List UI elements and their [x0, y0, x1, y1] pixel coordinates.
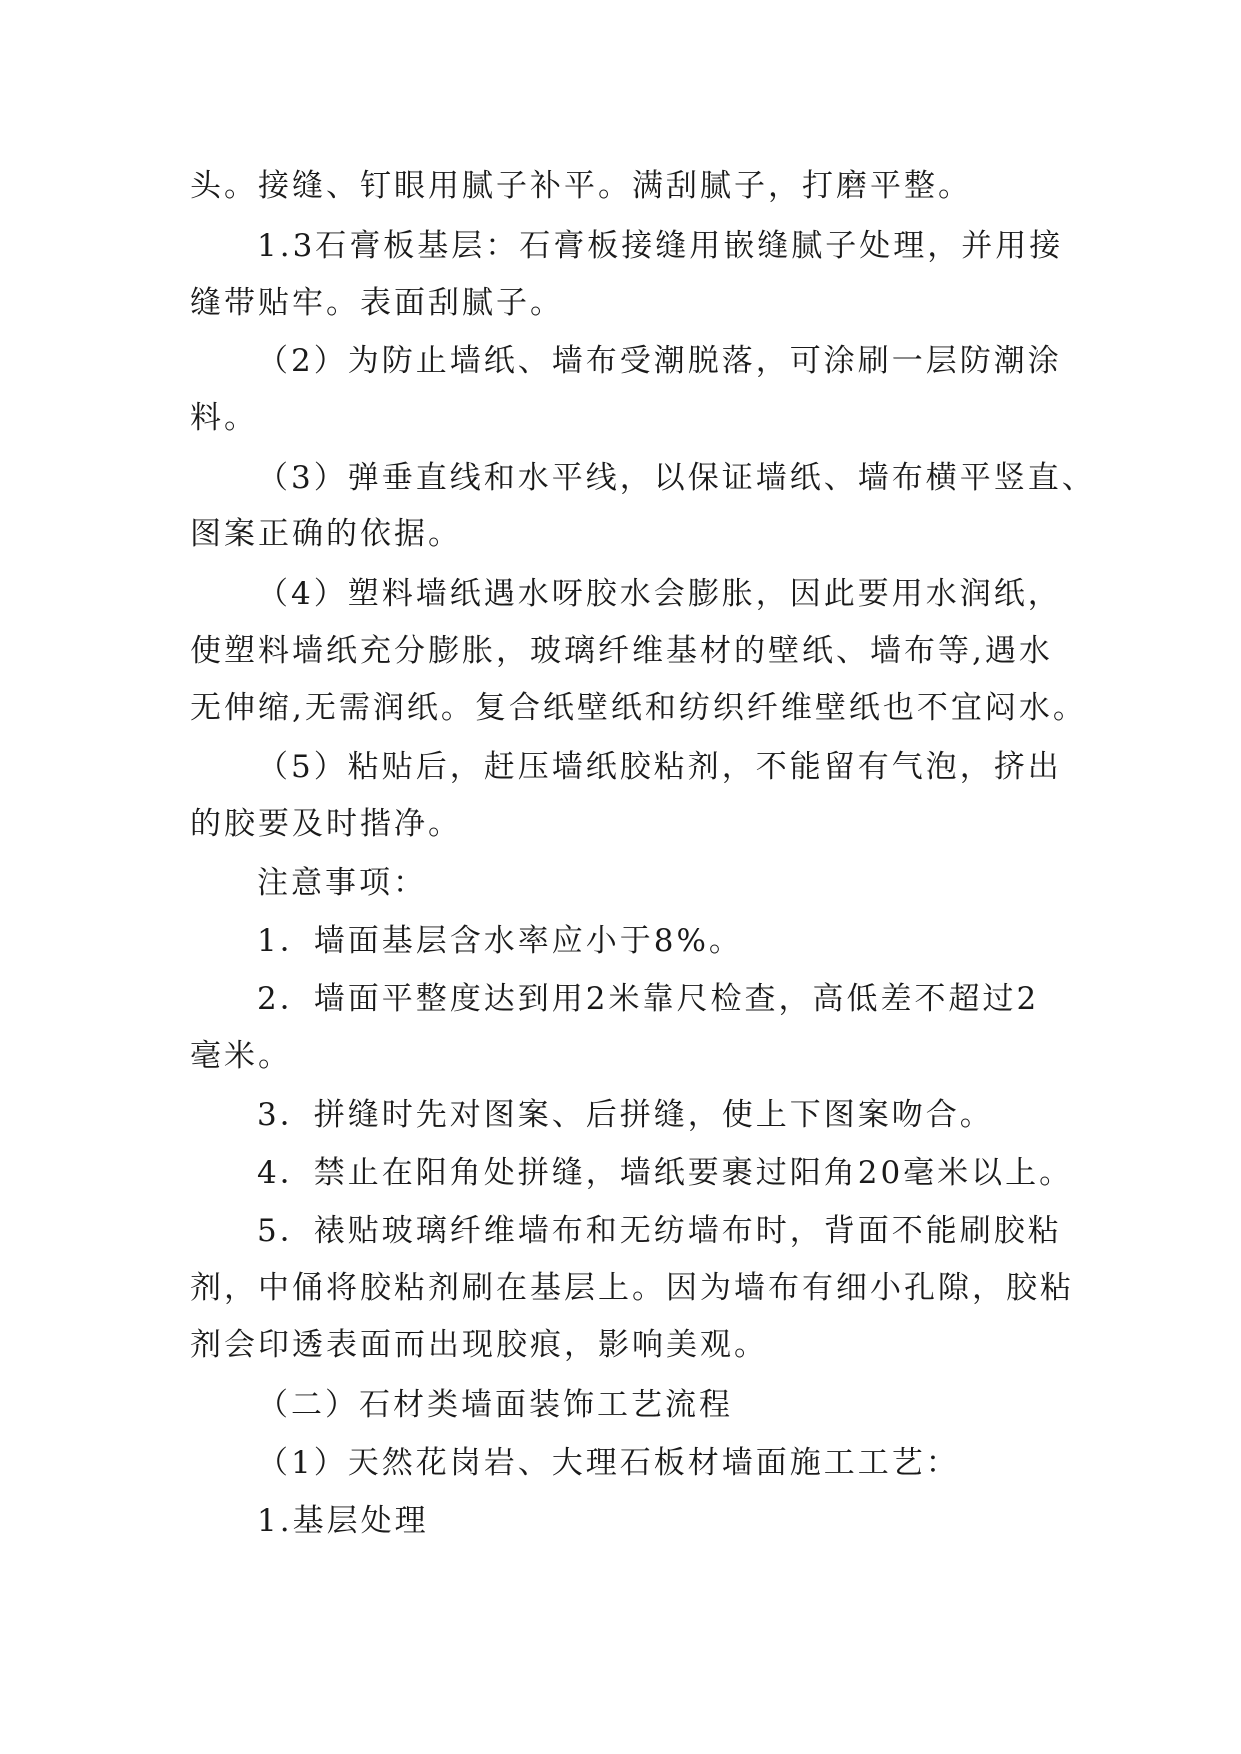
text-line-15: 2．墙面平整度达到用2米靠尺检查，高低差不超过2	[257, 981, 1040, 1017]
text-line-18: 4．禁止在阳角处拼缝，墙纸要裹过阳角20毫米以上。	[257, 1155, 1074, 1191]
text-line-19: 5．裱贴玻璃纤维墙布和无纺墙布时，背面不能刷胶粘	[257, 1213, 1062, 1249]
text-line-11: （5）粘贴后，赶压墙纸胶粘剂，不能留有气泡，挤出	[257, 749, 1062, 785]
text-line-12: 的胶要及时揩净。	[190, 806, 462, 842]
text-line-22: （二）石材类墙面装饰工艺流程	[257, 1387, 733, 1423]
text-line-13: 注意事项：	[257, 865, 427, 901]
text-line-24: 1.基层处理	[257, 1503, 429, 1539]
text-line-6: （3）弹垂直线和水平线，以保证墙纸、墙布横平竖直、	[257, 460, 1096, 496]
text-line-7: 图案正确的依据。	[190, 516, 462, 552]
text-line-5: 料。	[190, 400, 258, 436]
text-line-4: （2）为防止墙纸、墙布受潮脱落，可涂刷一层防潮涂	[257, 343, 1062, 379]
text-line-1: 头。接缝、钉眼用腻子补平。满刮腻子，打磨平整。	[190, 168, 972, 204]
text-line-16: 毫米。	[190, 1038, 292, 1074]
text-line-14: 1．墙面基层含水率应小于8%。	[257, 923, 743, 959]
text-line-2: 1.3石膏板基层：石膏板接缝用嵌缝腻子处理，并用接	[257, 228, 1064, 264]
text-line-17: 3．拼缝时先对图案、后拼缝，使上下图案吻合。	[257, 1097, 994, 1133]
text-line-23: （1）天然花岗岩、大理石板材墙面施工工艺：	[257, 1445, 960, 1481]
text-line-8: （4）塑料墙纸遇水呀胶水会膨胀，因此要用水润纸，	[257, 576, 1062, 612]
text-line-10: 无伸缩,无需润纸。复合纸壁纸和纺织纤维壁纸也不宜闷水。	[190, 690, 1087, 726]
text-line-21: 剂会印透表面而出现胶痕，影响美观。	[190, 1327, 768, 1363]
text-line-9: 使塑料墙纸充分膨胀，玻璃纤维基材的壁纸、墙布等,遇水	[190, 633, 1053, 669]
text-line-3: 缝带贴牢。表面刮腻子。	[190, 285, 564, 321]
text-line-20: 剂，中俑将胶粘剂刷在基层上。因为墙布有细小孔隙，胶粘	[190, 1270, 1074, 1306]
